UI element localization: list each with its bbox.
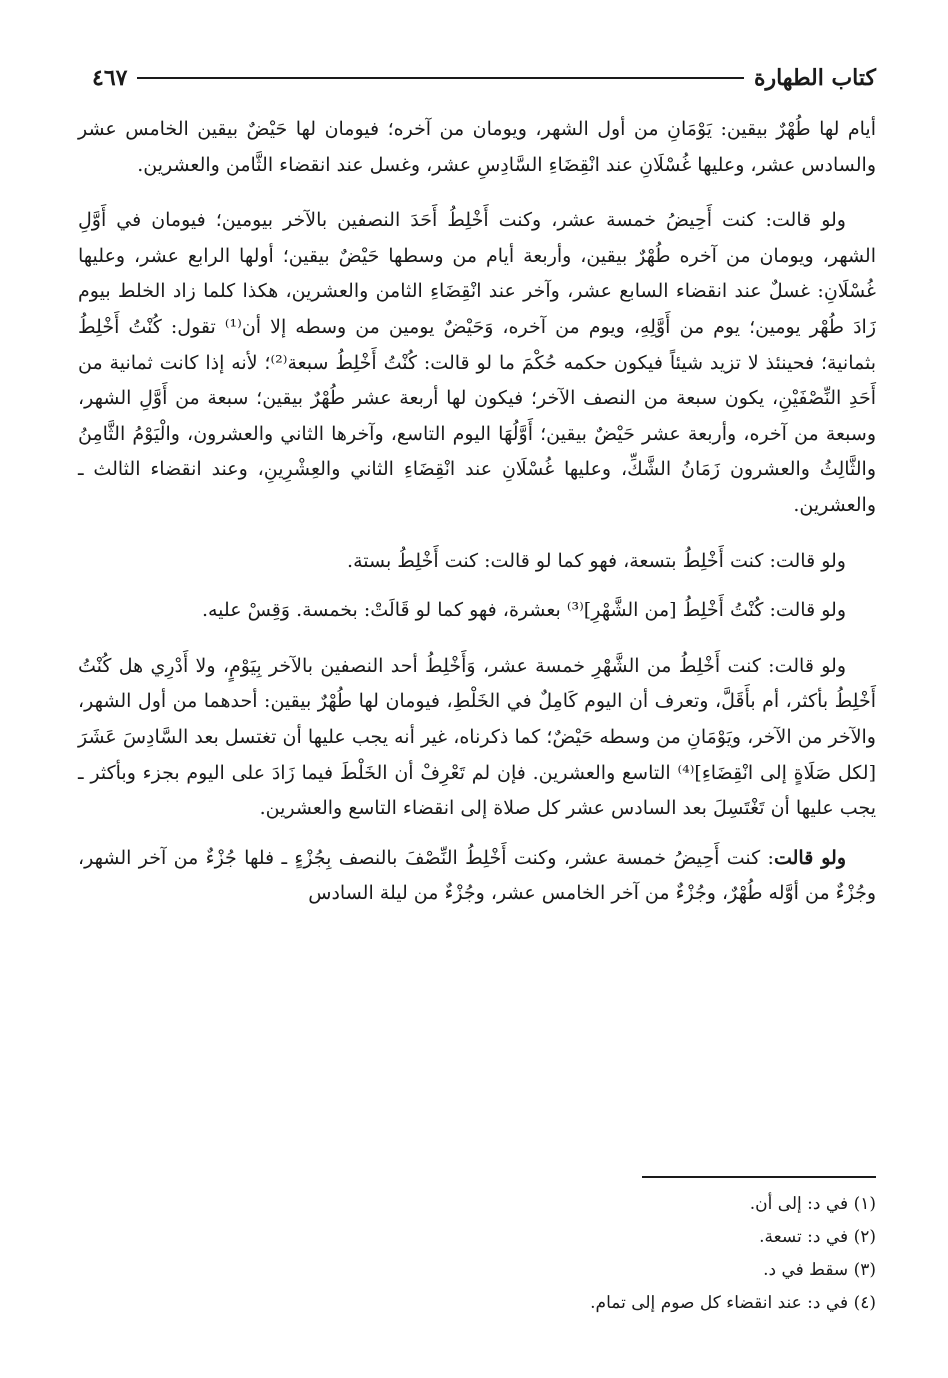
paragraph-text: ولو قالت: كنت أَخْلِطُ من الشَّهْرِ خمسة عشر، وَأَخْلِطُ أحد النصفين بالآخر بِيَوْمٍ، ولا أَدْرِي هل كُنْتُ أَخْلِطُ بأكثر، أم بأَقَلَّ، وتعرف أن اليوم كَامِلٌ في الخَلْطِ، فيومان لها طُهْرٌ بيقين: أحدهما من أول الشهر، والآخر من الآخر، ويَوْمَانِ من وسطه حَيْضٌ؛ كما ذكرناه، غير أنه يجب عليها أن تغتسل بعد السَّادِسَ عَشَرَ [لكل صَلَاةٍ إلى انْقِضَاءِ]⁽⁴⁾ التاسع والعشرين. فإن لم تَعْرِفْ أن الخَلْطَ فيما زَادَ على اليوم بجزء وبأكثر ـ يجب عليها أن تَغْتَسِلَ بعد السادس عشر كل صلاة إلى انقضاء التاسع والعشرين. xyxy=(78,654,876,820)
paragraph-5 xyxy=(78,649,876,827)
footnote-1: (١) في د: إلى أن. xyxy=(749,1194,876,1214)
paragraph-4 xyxy=(78,593,876,629)
footnote-4: (٤) في د: عند انقضاء كل صوم إلى تمام. xyxy=(590,1293,876,1313)
paragraph-lead: ولو قالت xyxy=(773,846,846,869)
page-number: ٤٦٧ xyxy=(92,65,128,91)
main-text xyxy=(78,112,876,926)
footnotes xyxy=(200,1188,876,1320)
paragraph-6 xyxy=(78,841,876,912)
paragraph-text: ولو قالت: كنت أَحِيضُ خمسة عشر، وكنت أَخْلِطُ أَحَدَ النصفين بالآخر بيومين؛ فيومان في أَوَّلِ الشهر، ويومان من آخره طُهْرٌ بيقين، وأربعة أيام من وسطها حَيْضٌ بيقين؛ أولها الرابع عشر، وعليها غُسْلَانِ: غسلٌ عند انقضاء السابع عشر، وآخر عند انْقِضَاءِ الثامن والعشرين، هكذا كلما زاد الخلط بيوم زَادَ طُهْر يومين؛ يوم من أَوَّلِهِ، ويوم من آخره، وَحَيْضٌ يومين من وسطه إلا أن⁽¹⁾ تقول: كُنْتُ أَخْلِطُ بثمانية؛ فحينئذ لا تزيد شيئاً فيكون حكمه حُكْمَ ما لو قالت: كُنْتُ أَخْلِطُ سبعة⁽²⁾؛ لأنه إذا كانت ثمانية من أَحَدِ النِّصْفَيْنِ، يكون سبعة من النصف الآخر؛ فيكون لها أربعة عشر طُهْرٌ بيقين؛ سبعة من أَوَّلِ الشهر، وسبعة من آخره، وأربعة عشر حَيْضٌ بيقين؛ أَوَّلُهَا اليوم التاسع، وآخرها الثاني والعشرون، والْيَوْمُ الثَّامِنُ والثَّالِثُ والعشرون زَمَانُ الشَّكِّ، وعليها غُسْلَانِ عند انْقِضَاءِ الثاني والعِشْرِينِ، وعند انقضاء الثالث ـ والعشرين. xyxy=(78,209,876,516)
paragraph-2 xyxy=(78,203,876,523)
header-rule xyxy=(137,77,744,79)
footnote-2: (٢) في د: تسعة. xyxy=(759,1227,876,1247)
paragraph-text: ولو قالت: كُنْتُ أَخْلِطُ [من الشَّهْرِ]⁽³⁾ بعشرة، فهو كما لو قَالَتْ: بخمسة. وَقِسْ عليه. xyxy=(201,599,846,622)
running-header-title: كتاب الطهارة xyxy=(753,65,876,91)
paragraph-text: ولو قالت: كنت أَخْلِطُ بتسعة، فهو كما لو قالت: كنت أَخْلِطُ بستة. xyxy=(347,549,846,572)
paragraph-text: : كنت أَحِيضُ خمسة عشر، وكنت أَخْلِطُ النِّصْفَ بالنصف بِجُزْءٍ ـ فلها جُزْءٌ من آخر الشهر، وجُزْءٌ من أوَّله طُهْرٌ، وجُزْءٌ من آخر الخامس عشر، وجُزْءٌ من ليلة السادس xyxy=(78,846,876,905)
footnote-separator xyxy=(642,1176,876,1178)
paragraph-1 xyxy=(78,112,876,183)
running-header xyxy=(92,58,876,98)
paragraph-text: أيام لها طُهْرٌ بيقين: يَوْمَانِ من أول الشهر، ويومان من آخره؛ فيومان لها حَيْضٌ بيقين الخامس عشر والسادس عشر، وعليها غُسْلَانِ عند انْقِضَاءِ السَّادِسِ عشر، وغسل عند انقضاء الثَّامن والعشرين. xyxy=(78,118,876,176)
paragraph-3 xyxy=(78,544,876,580)
footnote-3: (٣) سقط في د. xyxy=(763,1260,876,1280)
